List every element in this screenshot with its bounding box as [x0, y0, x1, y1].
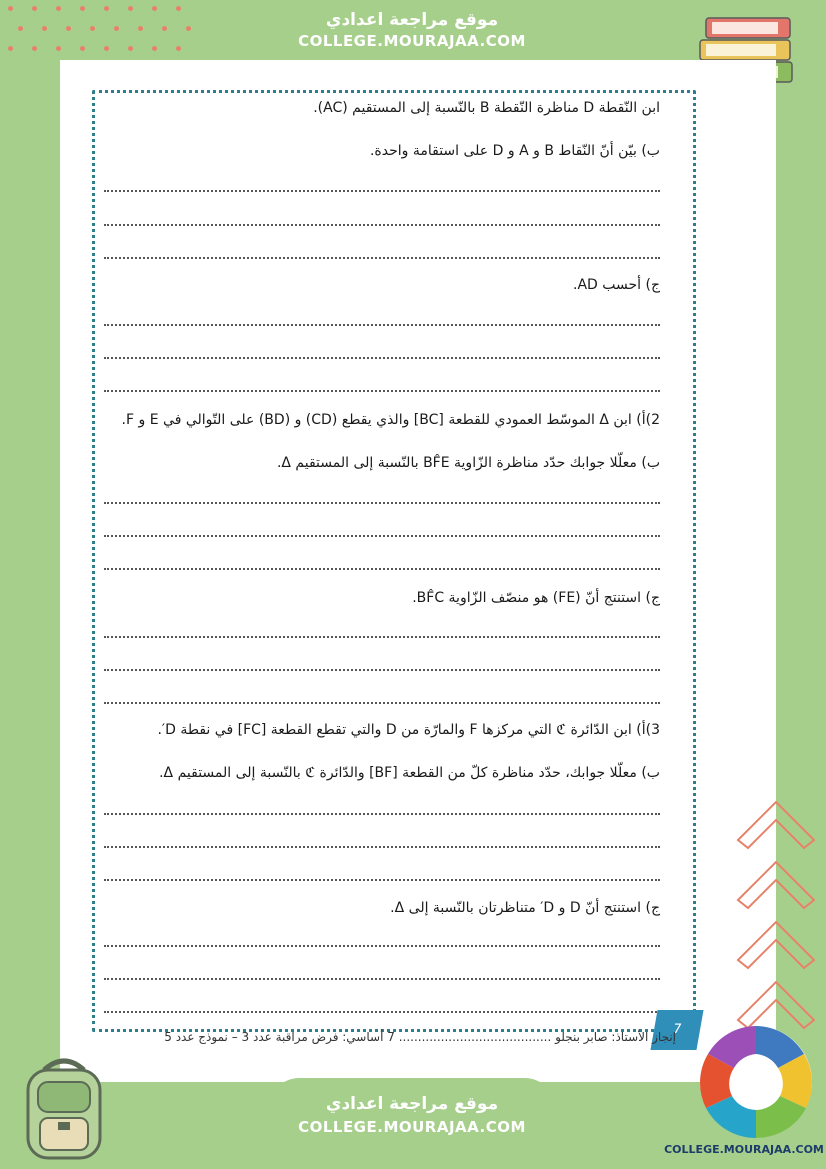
decorative-dot — [80, 46, 85, 51]
answer-line[interactable] — [104, 324, 660, 326]
answer-line[interactable] — [104, 502, 660, 504]
site-name: موقع مراجعة اعدادي — [325, 10, 499, 30]
decorative-dot — [128, 6, 133, 11]
backpack-icon — [14, 1052, 114, 1164]
question-1b: ب) بيّن أنّ النّقاط B و A و D على استقامة واحدة. — [369, 143, 660, 159]
answer-line[interactable] — [104, 978, 660, 980]
footer-site-url-link[interactable]: COLLEGE.MOURAJAA.COM — [298, 1118, 526, 1136]
page-number: 7 — [650, 1010, 703, 1050]
answer-line[interactable] — [104, 1011, 660, 1013]
credit-url-link[interactable]: COLLEGE.MOURAJAA.COM — [664, 1143, 824, 1156]
question-1c: ج) أحسب AD. — [573, 277, 660, 293]
question-3b: ب) معلّلا جوابك، حدّد مناظرة كلّ من القطعة [BF] والدّائرة ℭ بالنّسبة إلى المستقيم Δ. — [159, 765, 660, 781]
decorative-dot — [114, 26, 119, 31]
footer-site-name: موقع مراجعة اعدادي — [325, 1094, 499, 1114]
question-2a: 2)أ) ابن Δ الموسّط العمودي للقطعة [BC] والذي يقطع (CD) و (BD) على التّوالي في E و F. — [121, 412, 660, 428]
answer-line[interactable] — [104, 702, 660, 704]
decorative-dot — [152, 46, 157, 51]
footer-separator: ........................................ — [398, 1030, 552, 1044]
answer-line[interactable] — [104, 846, 660, 848]
question-2b: ب) معلّلا جوابك حدّد مناظرة الزّاوية BF̂E بالنّسبة إلى المستقيم Δ. — [276, 455, 660, 471]
decorative-dot — [56, 6, 61, 11]
answer-line[interactable] — [104, 257, 660, 259]
decorative-dot — [104, 6, 109, 11]
intro-text: ابن النّقطة D مناظرة النّقطة B بالنّسبة إلى المستقيم (AC). — [313, 100, 660, 116]
answer-line[interactable] — [104, 224, 660, 226]
author-credit: إنجاز الأستاذ: صابر بنجلو — [555, 1030, 676, 1044]
question-3c: ج) استنتج أنّ D و D′ متناظرتان بالنّسبة إلى Δ. — [390, 900, 660, 916]
decorative-dot — [176, 6, 181, 11]
exam-title: 7 أساسي: فرض مراقبة عدد 3 – نموذج عدد 5 — [164, 1030, 395, 1044]
site-footer — [266, 1078, 558, 1169]
answer-line[interactable] — [104, 813, 660, 815]
site-url-link[interactable]: COLLEGE.MOURAJAA.COM — [298, 32, 526, 50]
answer-line[interactable] — [104, 636, 660, 638]
decorative-dots — [8, 6, 208, 56]
answer-line[interactable] — [104, 390, 660, 392]
question-2c: ج) استنتج أنّ (FE) هو منصّف الزّاوية BF̂C. — [412, 590, 660, 606]
answer-line[interactable] — [104, 879, 660, 881]
decorative-dot — [32, 46, 37, 51]
decorative-dot — [80, 6, 85, 11]
answer-line[interactable] — [104, 190, 660, 192]
decorative-dot — [186, 26, 191, 31]
footer-credit-line — [96, 1030, 676, 1050]
decorative-dot — [152, 6, 157, 11]
answer-line[interactable] — [104, 568, 660, 570]
dotted-frame — [92, 90, 696, 1032]
question-3a: 3)أ) ابن الدّائرة ℭ التي مركزها F والمارّة من D والتي تقطع القطعة [FC] في نقطة D′. — [157, 722, 660, 738]
answer-line[interactable] — [104, 357, 660, 359]
site-header — [266, 0, 558, 58]
decorative-dot — [138, 26, 143, 31]
decorative-dot — [176, 46, 181, 51]
answer-line[interactable] — [104, 945, 660, 947]
decorative-dot — [66, 26, 71, 31]
answer-line[interactable] — [104, 669, 660, 671]
chevrons-decoration — [734, 790, 818, 1040]
answer-line[interactable] — [104, 535, 660, 537]
decorative-dot — [32, 6, 37, 11]
decorative-dot — [90, 26, 95, 31]
decorative-dot — [18, 26, 23, 31]
subjects-wheel-logo — [694, 1022, 818, 1142]
decorative-dot — [8, 6, 13, 11]
decorative-dot — [162, 26, 167, 31]
decorative-dot — [104, 46, 109, 51]
decorative-dot — [56, 46, 61, 51]
decorative-dot — [42, 26, 47, 31]
decorative-dot — [8, 46, 13, 51]
decorative-dot — [128, 46, 133, 51]
